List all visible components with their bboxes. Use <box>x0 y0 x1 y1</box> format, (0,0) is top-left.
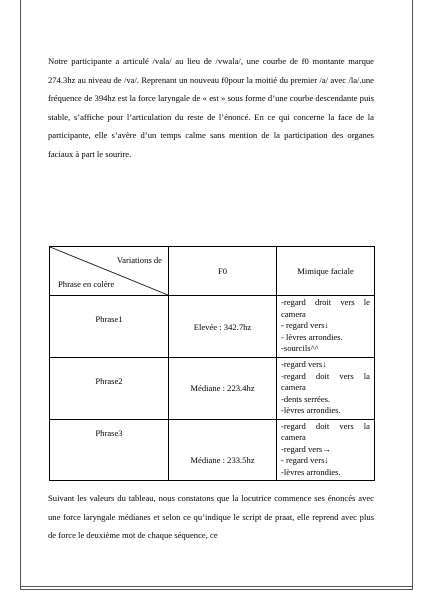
mimique-line: -regard droit vers le camera <box>281 297 370 319</box>
mimique-line: -regard vers↓ <box>281 359 327 369</box>
row-f0-value: Médiane : 223.4hz <box>169 358 277 420</box>
row-f0-value: Médiane : 233.5hz <box>169 419 277 481</box>
paragraph-intro: Notre participante a articulé /vala/ au lieu de /vwala/, une courbe de f0 montante marque 274.3hz au niveau de /va/. Reprenant un nouveau f0pour la moitié du premier /a/ avec /la/.une fréquence de 394hz est la force laryngale de « est » sous forme d’une courbe descendante puis stable, s’affiche pour l’articulation du reste de l’énoncé. En ce qui concerne la face de la participante, elle s’avère d’un temps calme sans mention de la participation des organes faciaux à part le sourire. <box>48 56 374 159</box>
row-mimique <box>277 358 375 420</box>
row-phrase-label: Phrase2 <box>95 376 123 386</box>
mimique-line: - lèvres arrondies. <box>281 331 343 342</box>
table-corner-cell <box>50 247 169 296</box>
corner-label-phrase: Phrase en colère <box>58 279 115 289</box>
row-f0-value: Elevée : 342.7hz <box>169 296 277 358</box>
mimique-line: - regard vers↓ <box>281 455 329 465</box>
paragraph-analysis: Suivant les valeurs du tableau, nous constatons que la locutrice commence ses énoncés avec une force laryngale médianes et selon ce qu’indique le script de praat, elle reprend avec plus de force le deuxième mot de chaque séquence, ce <box>48 493 374 540</box>
mimique-line: -regard doit vers la camera <box>281 420 370 442</box>
page-bottom-rule <box>21 586 412 587</box>
mimique-line: -regard vers→ <box>281 443 331 454</box>
row-phrase-label: Phrase1 <box>95 314 123 324</box>
mimique-line: -lèvres arrondies. <box>281 405 341 415</box>
header-f0: F0 <box>169 247 277 296</box>
mimique-line: - regard vers↓ <box>281 320 329 331</box>
row-mimique <box>277 296 375 358</box>
row-phrase-label: Phrase3 <box>95 427 123 438</box>
row-mimique <box>277 419 375 481</box>
table-row <box>50 296 375 358</box>
mimique-line: -dents serrées. <box>281 393 331 404</box>
results-table <box>49 246 375 481</box>
table-header-row <box>50 247 375 296</box>
mimique-line: -regard doit vers la camera <box>281 370 370 392</box>
corner-label-variations: Variations de <box>116 255 162 265</box>
mimique-line: -lèvres arrondies. <box>281 466 341 477</box>
table-row <box>50 419 375 481</box>
table-row <box>50 358 375 420</box>
mimique-line: -sourcils^^ <box>281 343 319 354</box>
header-mimique: Mimique faciale <box>277 247 375 296</box>
